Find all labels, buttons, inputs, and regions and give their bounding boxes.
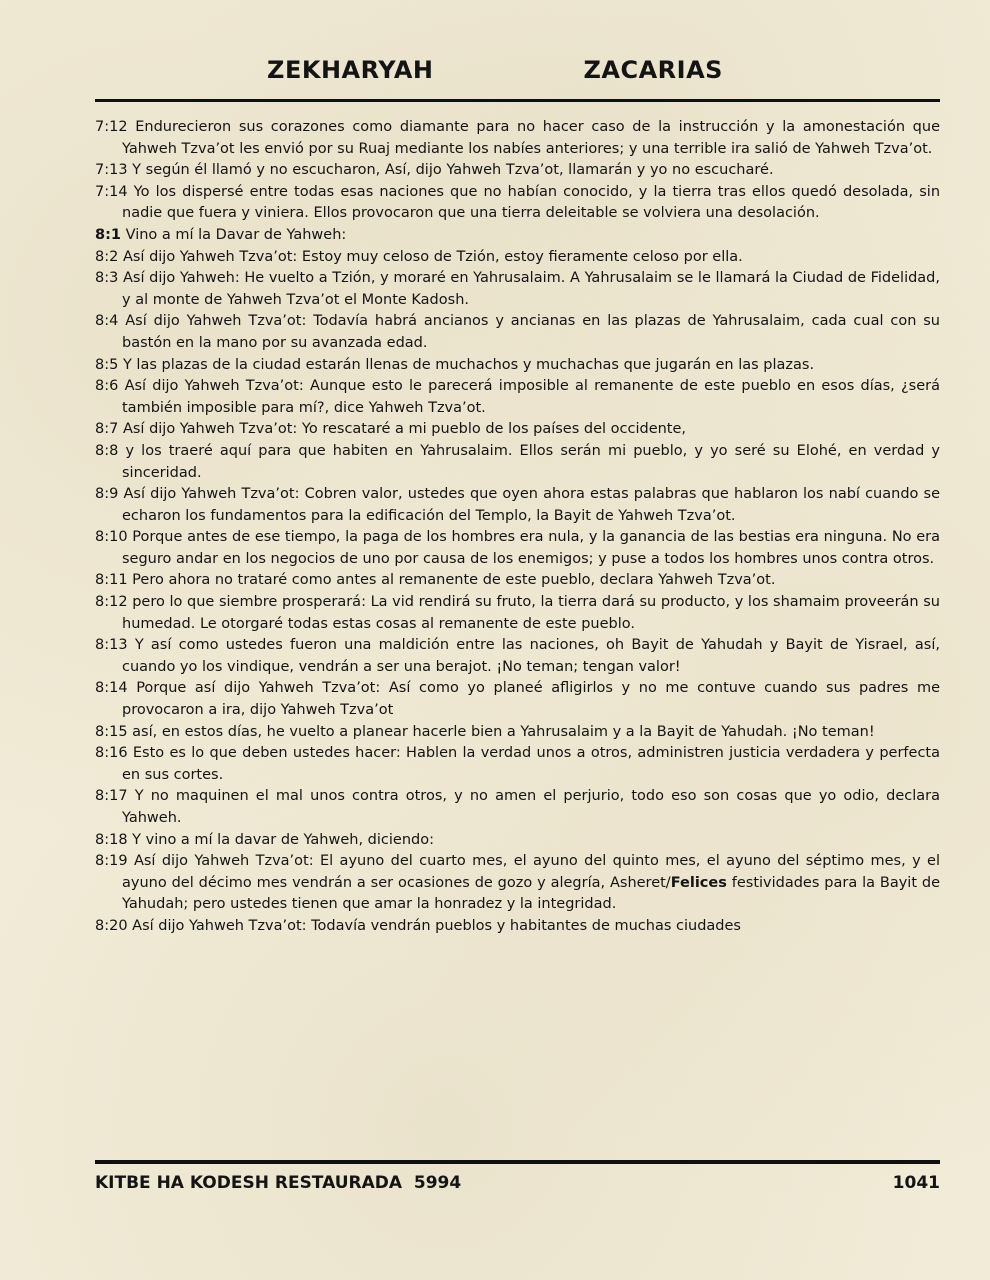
verse	[95, 225, 940, 247]
verse-text: Y según él llamó y no escucharon, Así, dijo Yahweh Tzva’ot, llamarán y yo no escucharé.	[132, 162, 774, 179]
verse-text: Endurecieron sus corazones como diamante para no hacer caso de la instrucción y la amonestación que Yahweh Tzva’ot les envió por su Ruaj mediante los nabíes anteriores; y una terrible ira salió de Yahweh Tzva’ot.	[122, 119, 940, 157]
verse	[95, 678, 940, 721]
verse	[95, 851, 940, 916]
verse	[95, 570, 940, 592]
page-footer	[95, 1160, 940, 1193]
verse	[95, 355, 940, 377]
verse	[95, 441, 940, 484]
verse-text: Así dijo Yahweh Tzva’ot: El ayuno del cuarto mes, el ayuno del quinto mes, el ayuno del séptimo mes, y el ayuno del décimo mes vendrán a ser ocasiones de gozo y alegría, Asheret/	[122, 853, 941, 891]
verse-text: Y no maquinen el mal unos contra otros, y no amen el perjurio, todo eso son cosas que yo odio, declara Yahweh.	[122, 788, 941, 826]
verse-text: Porque así dijo Yahweh Tzva’ot: Así como yo planeé afligirlos y no me contuve cuando sus padres me provocaron a ira, dijo Yahweh Tzva’ot	[122, 680, 941, 719]
edition-title: KITBE HA KODESH RESTAURADA 5994	[95, 1173, 462, 1193]
page-header	[0, 0, 990, 84]
verse-text: y los traeré aquí para que habiten en Yahrusalaim. Ellos serán mi pueblo, y yo seré su Elohé, en verdad y sinceridad.	[122, 442, 940, 481]
verse-number: 8:14	[95, 680, 128, 697]
verse-number: 8:19	[95, 853, 128, 870]
verse-number: 8:17	[95, 788, 128, 805]
verse-text: Así dijo Yahweh: He vuelto a Tzión, y moraré en Yahrusalaim. A Yahrusalaim se le llamará la Ciudad de Fidelidad, y al monte de Yahweh Tzva’ot el Monte Kadosh.	[122, 270, 940, 308]
verse	[95, 182, 940, 225]
verse	[95, 419, 940, 441]
verse-number: 7:13	[95, 162, 128, 179]
verse-number: 8:20	[95, 917, 128, 934]
verse	[95, 484, 940, 527]
verse	[95, 743, 940, 786]
verse	[95, 786, 940, 829]
verse-text: Y las plazas de la ciudad estarán llenas de muchachos y muchachas que jugarán en las plazas.	[122, 356, 815, 373]
verse-number: 8:13	[95, 637, 128, 654]
verse-text: Así dijo Yahweh Tzva’ot: Todavía habrá ancianos y ancianas en las plazas de Yahrusalaim, cada cual con su bastón en la mano por su avanzada edad.	[122, 313, 940, 351]
verse	[95, 527, 940, 570]
verse-number: 8:5	[95, 356, 119, 373]
verse-number: 8:16	[95, 745, 128, 762]
verse-number: 8:1	[95, 226, 121, 243]
verse	[95, 160, 940, 182]
verse-number: 8:9	[95, 486, 119, 503]
verse	[95, 117, 940, 160]
verse-text: Pero ahora no trataré como antes al remanente de este pueblo, declara Yahweh Tzva’ot.	[132, 572, 776, 589]
verse-text: Y así como ustedes fueron una maldición entre las naciones, oh Bayit de Yahudah y Bayit de Yisrael, así, cuando yo los vindique, vendrán a ser una berajot. ¡No teman; tengan valor!	[122, 637, 940, 675]
verse	[95, 311, 940, 354]
verse-number: 7:14	[95, 183, 128, 200]
page-body	[95, 117, 940, 938]
verse-text: Así dijo Yahweh Tzva’ot: Estoy muy celoso de Tzión, estoy fieramente celoso por ella.	[122, 248, 743, 265]
verse-number: 8:2	[95, 248, 119, 265]
verse-number: 8:11	[95, 572, 128, 589]
verse-number: 8:18	[95, 831, 128, 848]
book-title-spanish: ZACARIAS	[583, 56, 723, 84]
verse	[95, 722, 940, 744]
header-rule	[95, 99, 940, 102]
verse	[95, 376, 940, 419]
verse-text: Así dijo Yahweh Tzva’ot: Yo rescataré a mi pueblo de los países del occidente,	[122, 421, 687, 438]
footer-rule	[95, 1160, 940, 1164]
verse-text: Yo los dispersé entre todas esas naciones que no habían conocido, y la tierra tras ellos quedó desolada, sin nadie que fuera y viniera. Ellos provocaron que una tierra deleitable se volviera una desolación.	[122, 183, 941, 222]
verse-text: Vino a mí la Davar de Yahweh:	[125, 226, 347, 243]
verse	[95, 635, 940, 678]
verse-number: 8:7	[95, 421, 119, 438]
verse	[95, 247, 940, 269]
verse	[95, 830, 940, 852]
verse-number: 8:15	[95, 723, 128, 740]
verse-text: Así dijo Yahweh Tzva’ot: Cobren valor, ustedes que oyen ahora estas palabras que hablaron los nabí cuando se echaron los fundamentos para la edificación del Templo, la Bayit de Yahweh Tzva’ot.	[122, 486, 941, 524]
verse-text: Esto es lo que deben ustedes hacer: Hablen la verdad unos a otros, administren justicia verdadera y perfecta en sus cortes.	[122, 745, 940, 783]
verse	[95, 916, 940, 938]
verse-number: 8:10	[95, 529, 128, 546]
verse	[95, 592, 940, 635]
verse-text: pero lo que siembre prosperará: La vid rendirá su fruto, la tierra dará su producto, y los shamaim proveerán su humedad. Le otorgaré todas estas cosas al remanente de este pueblo.	[122, 594, 940, 632]
page-number: 1041	[892, 1173, 940, 1193]
verse-number: 8:3	[95, 270, 119, 287]
verse-list	[95, 117, 940, 938]
verse-number: 8:4	[95, 313, 119, 330]
verse-text: Así dijo Yahweh Tzva’ot: Aunque esto le parecerá imposible al remanente de este pueblo en esos días, ¿será también imposible para mí?, dice Yahweh Tzva’ot.	[122, 378, 941, 416]
footer-row	[95, 1173, 940, 1193]
verse-text: Porque antes de ese tiempo, la paga de los hombres era nula, y la ganancia de las bestias era ninguna. No era seguro andar en los negocios de uno por causa de los enemigos; y puse a todos los hombres unos contra otros.	[122, 529, 940, 567]
book-title-hebrew: ZEKHARYAH	[267, 56, 434, 84]
verse-number: 7:12	[95, 119, 128, 135]
verse-number: 8:8	[95, 442, 119, 459]
verse-text: festividades para la Bayit de Yahudah; pero ustedes tienen que amar la honradez y la integridad.	[122, 874, 941, 913]
verse-text: Así dijo Yahweh Tzva’ot: Todavía vendrán pueblos y habitantes de muchas ciudades	[132, 917, 741, 934]
verse-text: así, en estos días, he vuelto a planear hacerle bien a Yahrusalaim y a la Bayit de Yahudah. ¡No teman!	[132, 723, 875, 740]
verse	[95, 268, 940, 311]
verse-text-bold: Felices	[670, 874, 727, 891]
verse-number: 8:6	[95, 378, 119, 395]
verse-text: Y vino a mí la davar de Yahweh, diciendo:	[132, 831, 434, 848]
verse-number: 8:12	[95, 594, 128, 611]
